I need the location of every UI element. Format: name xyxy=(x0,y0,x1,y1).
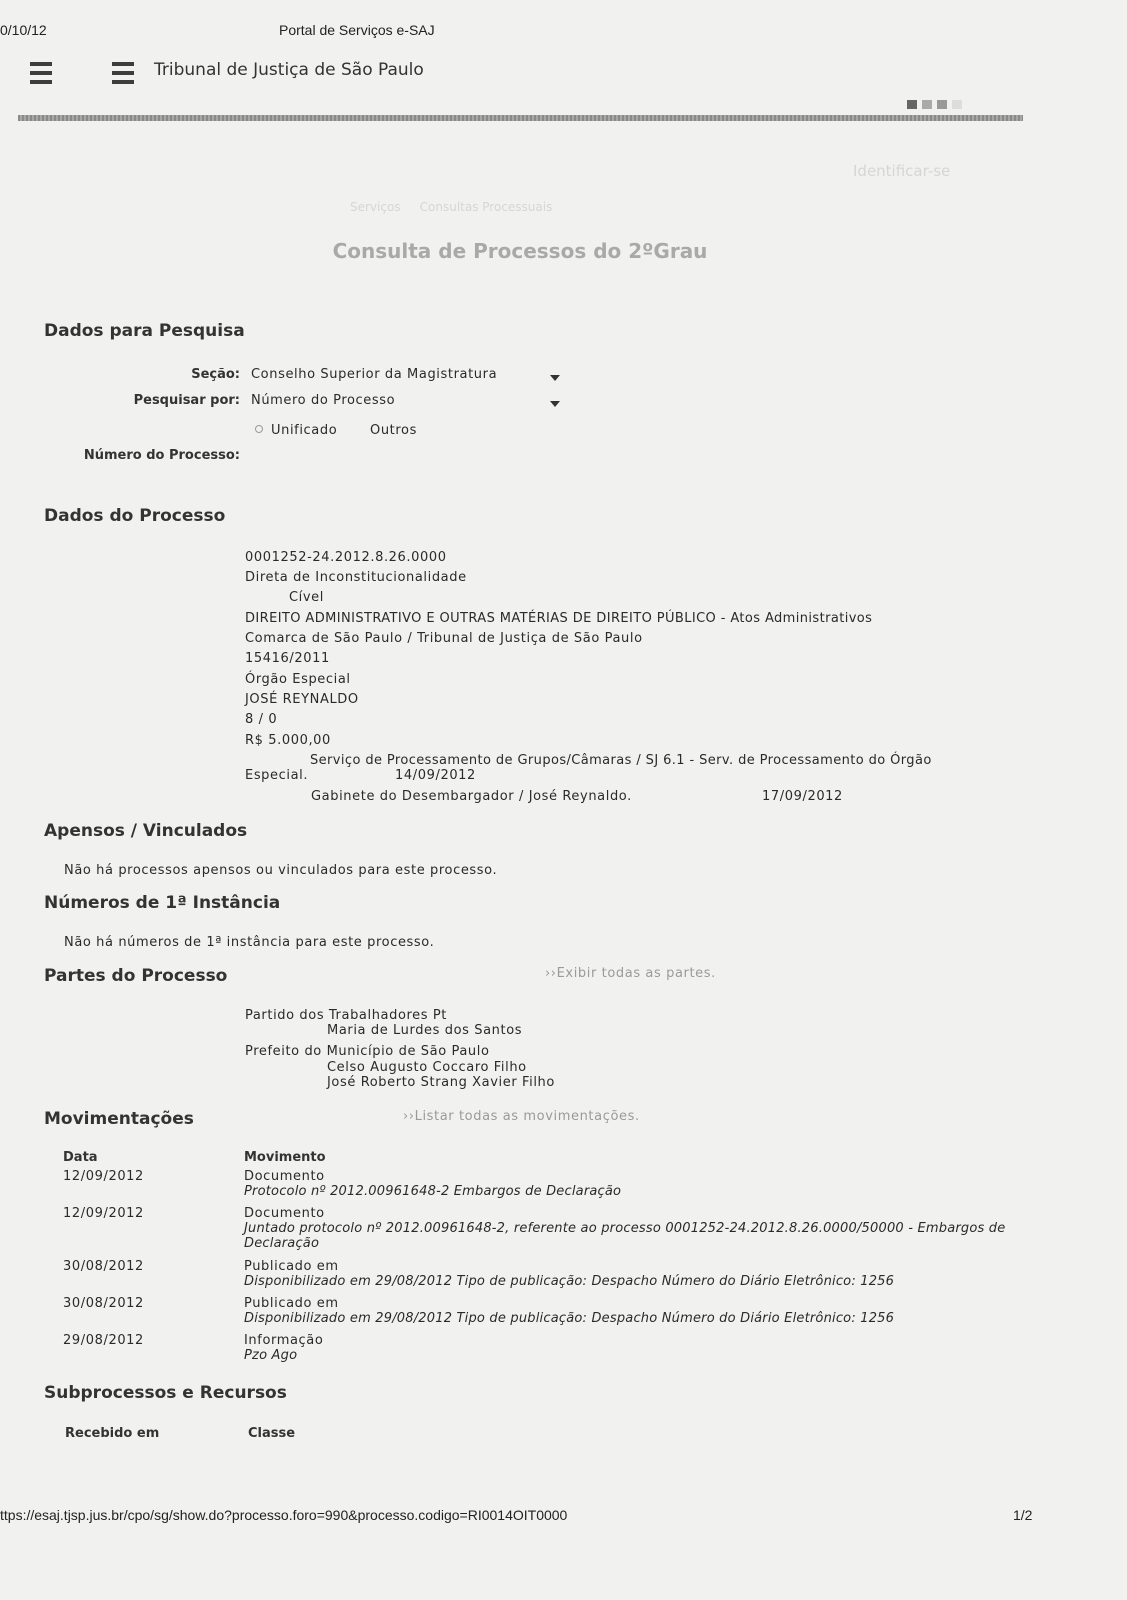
accessibility-icons[interactable] xyxy=(907,94,967,113)
apensos-text: Não há processos apensos ou vinculados para este processo. xyxy=(64,863,498,878)
print-site-title: Portal de Serviços e-SAJ xyxy=(279,22,435,38)
menu-icon[interactable] xyxy=(112,62,134,89)
process-distribuicao: Órgão Especial xyxy=(245,672,351,687)
mov-type[interactable]: Documento xyxy=(244,1169,325,1184)
mov-date: 30/08/2012 xyxy=(63,1296,144,1311)
print-date: 0/10/12 xyxy=(0,22,47,38)
process-origem: Comarca de São Paulo / Tribunal de Justiça de São Paulo xyxy=(245,631,643,646)
radio-outros-label[interactable]: Outros xyxy=(370,423,417,438)
subprocessos-section-title: Subprocessos e Recursos xyxy=(44,1383,287,1403)
pesquisar-label: Pesquisar por: xyxy=(133,393,240,408)
mov-type[interactable]: Publicado em xyxy=(244,1296,339,1311)
partes-section-title: Partes do Processo xyxy=(44,966,228,986)
pesquisar-select[interactable]: Número do Processo xyxy=(251,393,396,408)
mov-date: 12/09/2012 xyxy=(63,1206,144,1221)
process-section-title: Dados do Processo xyxy=(44,506,226,526)
mov-date: 30/08/2012 xyxy=(63,1259,144,1274)
menu-icon[interactable] xyxy=(30,62,52,89)
court-name: Tribunal de Justiça de São Paulo xyxy=(154,60,424,80)
mov-description: Disponibilizado em 29/08/2012 Tipo de publicação: Despacho Número do Diário Eletrônico: 1256 xyxy=(244,1274,895,1289)
mov-date: 29/08/2012 xyxy=(63,1333,144,1348)
chevron-down-icon[interactable] xyxy=(550,375,560,381)
instancia-text: Não há números de 1ª instância para este processo. xyxy=(64,935,435,950)
listar-movimentacoes-link[interactable]: ››Listar todas as movimentações. xyxy=(403,1109,640,1124)
secao-label: Seção: xyxy=(191,367,240,382)
process-local-2: Gabinete do Desembargador / José Reynaldo. xyxy=(311,789,632,804)
parte-line: José Roberto Strang Xavier Filho xyxy=(327,1075,555,1090)
mov-description: Declaração xyxy=(244,1236,320,1251)
page-title: Consulta de Processos do 2ºGrau xyxy=(332,239,708,263)
movimentacoes-section-title: Movimentações xyxy=(44,1109,194,1129)
mov-description: Juntado protocolo nº 2012.00961648-2, referente ao processo 0001252-24.2012.8.26.0000/50000 - Embargos de xyxy=(244,1221,1006,1236)
exibir-partes-link[interactable]: ››Exibir todas as partes. xyxy=(545,966,716,981)
col-movimento-header: Movimento xyxy=(244,1150,326,1165)
process-relator: JOSÉ REYNALDO xyxy=(245,692,359,707)
process-local-2-date: 17/09/2012 xyxy=(762,789,843,804)
process-valor: R$ 5.000,00 xyxy=(245,733,331,748)
numero-processo-label: Número do Processo: xyxy=(83,448,240,463)
mov-date: 12/09/2012 xyxy=(63,1169,144,1184)
parte-line: Celso Augusto Coccaro Filho xyxy=(327,1060,527,1075)
header-divider xyxy=(18,115,1023,121)
process-area: Cível xyxy=(289,590,324,605)
secao-select[interactable]: Conselho Superior da Magistratura xyxy=(251,367,498,382)
process-local-1-cont: Especial. xyxy=(245,768,309,783)
process-local-1: Serviço de Processamento de Grupos/Câmaras / SJ 6.1 - Serv. de Processamento do Órgão xyxy=(310,753,932,768)
instancia-section-title: Números de 1ª Instância xyxy=(44,893,281,913)
breadcrumb-item[interactable]: Consultas Processuais xyxy=(419,200,553,214)
parte-line: Partido dos Trabalhadores Pt xyxy=(245,1008,448,1023)
parte-line: Maria de Lurdes dos Santos xyxy=(327,1023,523,1038)
parte-line: Prefeito do Município de São Paulo xyxy=(245,1044,490,1059)
mov-type[interactable]: Publicado em xyxy=(244,1259,339,1274)
col-classe-header: Classe xyxy=(248,1426,296,1441)
process-assunto: DIREITO ADMINISTRATIVO E OUTRAS MATÉRIAS DE DIREITO PÚBLICO - Atos Administrativos xyxy=(245,611,873,626)
mov-description: Disponibilizado em 29/08/2012 Tipo de publicação: Despacho Número do Diário Eletrônico: 1256 xyxy=(244,1311,895,1326)
login-link[interactable]: Identificar-se xyxy=(853,162,951,180)
process-numero: 0001252-24.2012.8.26.0000 xyxy=(245,550,447,565)
process-classe: Direta de Inconstitucionalidade xyxy=(245,570,467,585)
mov-type[interactable]: Informação xyxy=(244,1333,324,1348)
mov-description: Protocolo nº 2012.00961648-2 Embargos de Declaração xyxy=(244,1184,622,1199)
breadcrumb xyxy=(350,200,552,214)
mov-description: Pzo Ago xyxy=(244,1348,298,1363)
radio-unificado-label: Unificado xyxy=(271,423,338,438)
breadcrumb-item[interactable]: Serviços xyxy=(350,200,401,214)
search-section-title: Dados para Pesquisa xyxy=(44,321,245,341)
col-recebido-header: Recebido em xyxy=(65,1426,160,1441)
process-volume: 8 / 0 xyxy=(245,712,278,727)
col-data-header: Data xyxy=(63,1150,98,1165)
chevron-down-icon[interactable] xyxy=(550,401,560,407)
print-page-number: 1/2 xyxy=(1013,1507,1033,1523)
process-numero-origem: 15416/2011 xyxy=(245,651,330,666)
apensos-section-title: Apensos / Vinculados xyxy=(44,821,248,841)
print-url: ttps://esaj.tjsp.jus.br/cpo/sg/show.do?processo.foro=990&processo.codigo=RI0014OIT0000 xyxy=(0,1507,568,1523)
radio-unificado[interactable] xyxy=(255,425,263,433)
mov-type[interactable]: Documento xyxy=(244,1206,325,1221)
process-local-1-date: 14/09/2012 xyxy=(395,768,476,783)
